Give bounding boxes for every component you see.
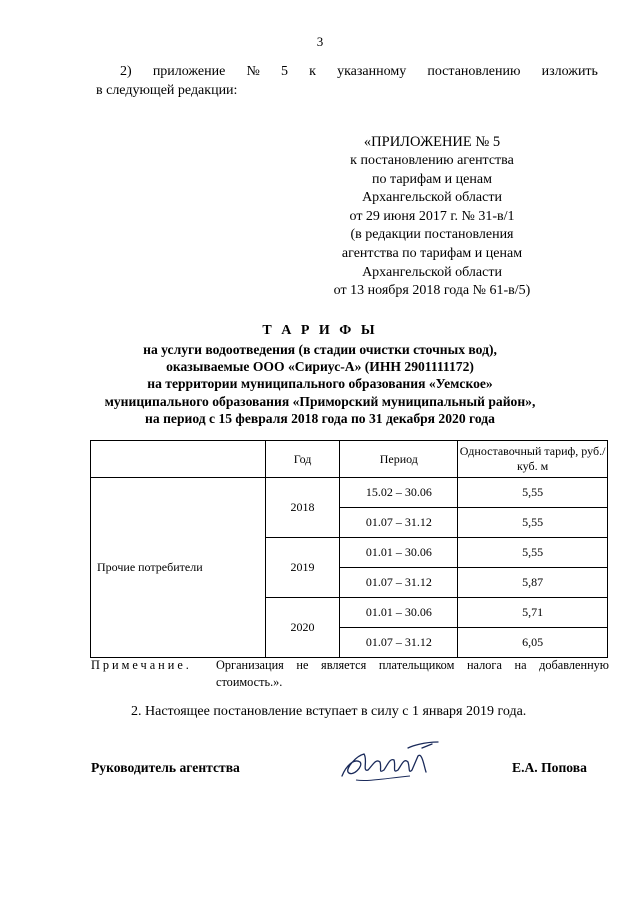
header-year: Год [265,441,340,478]
signatory-name: Е.А. Попова [512,760,587,775]
note-label: Примечание. [91,658,192,672]
appendix-title: «ПРИЛОЖЕНИЕ № 5 [363,134,501,150]
consumer-cell: Прочие потребители [91,478,266,658]
period-cell: 01.01 – 30.06 [340,538,458,568]
period-cell: 01.07 – 31.12 [340,568,458,598]
header-consumer [91,441,266,478]
tariffs-title: Т А Р И Ф Ы [262,323,378,338]
item2-word: 2) [120,64,132,79]
year-cell: 2020 [265,598,340,658]
item2-paragraph-line2: в следующей редакции: [96,83,238,98]
appendix-line: от 29 июня 2017 г. № 31-в/1 [349,208,515,224]
item2-word: указанному [337,64,407,79]
header-period: Период [340,441,458,478]
tariff-cell: 5,71 [458,598,608,628]
note [91,657,609,689]
tariffs-subtitle [40,341,600,427]
appendix-line: по тарифам и ценам [372,171,492,187]
note-text: Организация не является плательщиком налога на добавленную [216,658,609,672]
item2-word: № [246,64,260,79]
period-cell: 01.07 – 31.12 [340,628,458,658]
handwritten-signature [338,736,446,792]
appendix-line: к постановлению агентства [350,153,514,168]
item2-word: приложение [152,64,226,79]
tariff-cell: 5,55 [458,538,608,568]
item2-word: к [309,64,316,79]
tariff-cell: 5,55 [458,478,608,508]
header-tariff: Одноставочный тариф, руб./куб. м [458,441,608,478]
year-cell: 2019 [265,538,340,598]
item2-word: постановлению [427,64,521,79]
year-cell: 2018 [265,478,340,538]
item2-word: 5 [280,64,288,79]
tariffs-line: муниципального образования «Приморский муниципальный район», [104,393,536,409]
item3-paragraph: 2. Настоящее постановление вступает в силу с 1 января 2019 года. [131,704,527,719]
appendix-caption [320,152,544,301]
table-row [91,478,608,508]
period-cell: 01.07 – 31.12 [340,508,458,538]
signatory-position: Руководитель агентства [91,760,240,775]
tariff-cell: 6,05 [458,628,608,658]
appendix-line: агентства по тарифам и ценам [341,245,523,261]
item2-paragraph-line1 [120,64,598,80]
appendix-line: от 13 ноября 2018 года № 61-в/5) [333,283,531,299]
table-header-row [91,441,608,478]
item2-word: изложить [541,64,598,79]
tariff-table [90,440,608,658]
note-text-continued: стоимость.». [216,675,283,689]
appendix-line: (в редакции постановления [350,227,514,243]
tariff-cell: 5,55 [458,508,608,538]
tariffs-line: на период с 15 февраля 2018 года по 31 декабря 2020 года [145,410,495,426]
tariffs-line: оказываемые ООО «Сириус-А» (ИНН 2901111172) [166,359,474,375]
tariffs-line: на услуги водоотведения (в стадии очистки сточных вод), [143,342,497,357]
page-number: 3 [316,34,324,49]
period-cell: 01.01 – 30.06 [340,598,458,628]
tariffs-line: на территории муниципального образования «Уемское» [147,376,493,392]
tariff-cell: 5,87 [458,568,608,598]
period-cell: 15.02 – 30.06 [340,478,458,508]
appendix-line: Архангельской области [362,264,502,280]
appendix-line: Архангельской области [362,190,502,206]
